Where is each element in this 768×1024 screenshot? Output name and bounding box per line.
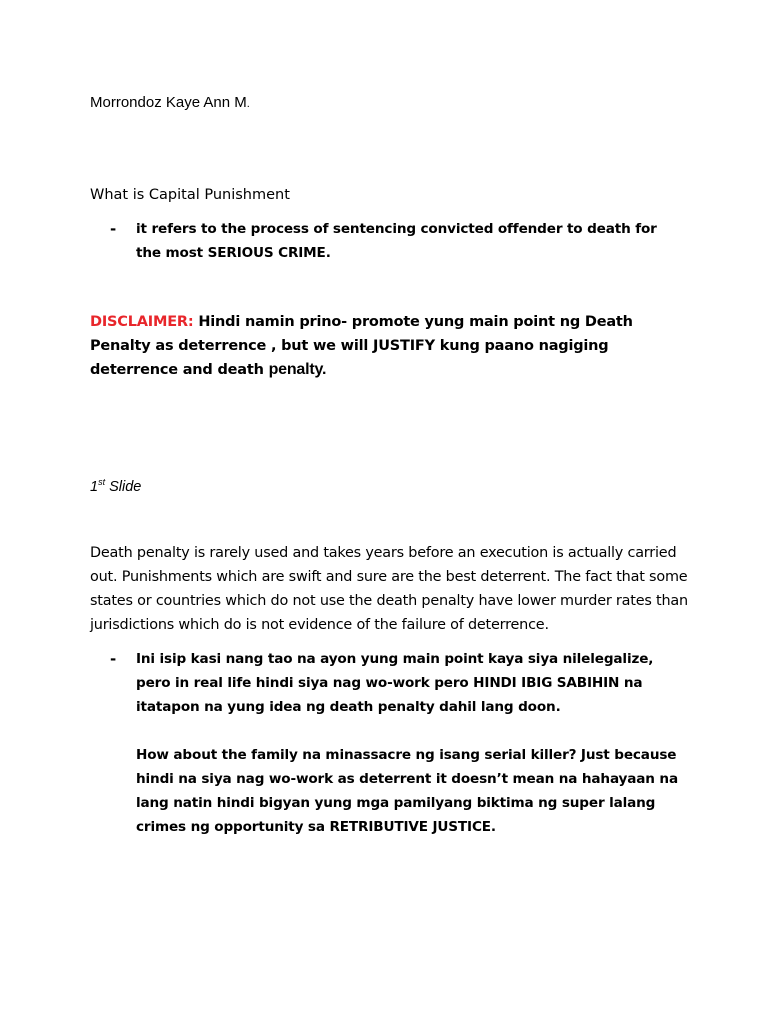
question-heading: What is Capital Punishment bbox=[90, 187, 290, 203]
slide-word: Slide bbox=[105, 479, 142, 495]
argument-paragraph-1: Ini isip kasi nang tao na ayon yung main point kaya siya nilelegalize, pero in real life hindi siya nag wo-work pero HINDI IBIG SABIHIN na itatapon na yung idea ng death penalty dahil lang doon. bbox=[136, 651, 654, 715]
slide-number: 1 bbox=[90, 479, 99, 495]
disclaimer-paragraph bbox=[90, 310, 690, 382]
argument-text-block bbox=[136, 647, 690, 839]
bullet-dash: - bbox=[110, 650, 117, 668]
disclaimer-tail: penalty. bbox=[268, 361, 327, 378]
author-name-text: Morrondoz Kaye Ann M bbox=[90, 94, 247, 111]
definition-bullet-item bbox=[110, 217, 670, 265]
disclaimer-text: Hindi namin prino- promote yung main point ng Death Penalty as deterrence , but we will JUSTIFY kung paano nagiging deterrence and death bbox=[90, 314, 633, 378]
disclaimer-label: DISCLAIMER: bbox=[90, 314, 194, 330]
argument-paragraph-2: How about the family na minassacre ng isang serial killer? Just because hindi na siya nag wo-work as deterrent it doesn’t mean na hahayaan na lang natin hindi bigyan yung mga pamilyang biktima ng super lalang crimes ng opportunity sa RETRIBUTIVE JUSTICE. bbox=[136, 747, 678, 835]
argument-bullet-item bbox=[110, 647, 690, 839]
author-name bbox=[90, 93, 250, 114]
definition-text: it refers to the process of sentencing convicted offender to death for the most SERIOUS CRIME. bbox=[136, 221, 657, 261]
deterrence-paragraph: Death penalty is rarely used and takes years before an execution is actually carried out. Punishments which are swift and sure are the best deterrent. The fact that some states or countries which do not use the death penalty have lower murder rates than jurisdictions which do is not evidence of the failure of deterrence. bbox=[90, 545, 688, 633]
author-name-period: . bbox=[246, 98, 250, 110]
bullet-dash: - bbox=[110, 220, 117, 238]
slide-label bbox=[90, 477, 141, 497]
slide-ordinal-suffix: st bbox=[98, 477, 106, 487]
